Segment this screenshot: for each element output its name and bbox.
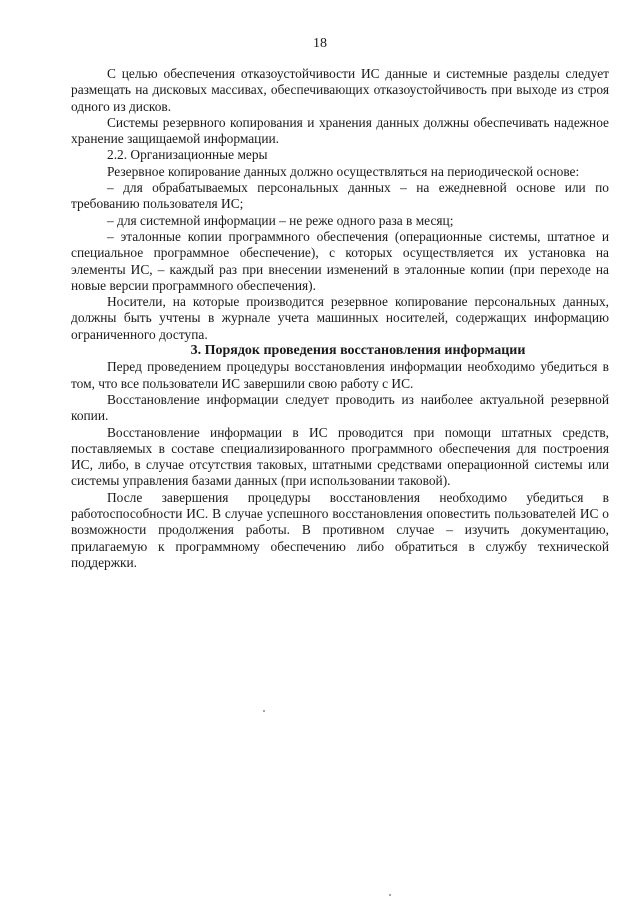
paragraph: С целью обеспечения отказоустойчивости ИС данные и системные разделы следует размещать на дисковых массивах, обеспечивающих отказоустойчивость при выходе из строя одного из дисков.: [71, 66, 609, 114]
section-heading: 3. Порядок проведения восстановления информации: [190, 343, 526, 359]
paragraph: Резервное копирование данных должно осуществляться на периодической основе:: [107, 163, 580, 179]
list-item: – для системной информации – не реже одного раза в месяц;: [107, 212, 454, 228]
subsection-title: 2.2. Организационные меры: [107, 147, 268, 163]
paragraph: Перед проведением процедуры восстановления информации необходимо убедиться в том, что все пользователи ИС завершили свою работу с ИС.: [71, 359, 609, 391]
paragraph: Восстановление информации следует проводить из наиболее актуальной резервной копии.: [71, 391, 609, 424]
list-item: – эталонные копии программного обеспечения (операционные системы, штатное и специальное программное обеспечение), с которых осуществляется их установка на элементы ИС, – каждый раз при внесении изменений в эталонные копии (при переходе на новые версии программного обеспечения).: [71, 228, 609, 293]
scan-speck: [389, 894, 391, 896]
paragraph: После завершения процедуры восстановления необходимо убедиться в работоспособности ИС. В случае успешного восстановления оповестить пользователей ИС о возможности продолжения работы. В противном случае – изучить документацию, прилагаемую к программному обеспечению либо обратиться в службу технической поддержки.: [71, 489, 609, 570]
list-item: – для обрабатываемых персональных данных – на ежедневной основе или по требованию пользователя ИС;: [71, 180, 609, 212]
scan-speck: [263, 710, 265, 712]
paragraph: Восстановление информации в ИС проводится при помощи штатных средств, поставляемых в составе специализированного программного обеспечения для построения ИС, либо, в случае отсутствия таковых, штатными средствами операционной системы или системы управления базами данных (при использовании таковой).: [71, 424, 609, 489]
paragraph: Носители, на которые производится резервное копирование персональных данных, должны быть учтены в журнале учета машинных носителей, содержащих информацию ограниченного доступа.: [71, 294, 609, 342]
page-number: 18: [313, 36, 327, 51]
document-body: [71, 66, 609, 571]
paragraph: Системы резервного копирования и хранения данных должны обеспечивать надежное хранение защищаемой информации.: [71, 114, 609, 147]
